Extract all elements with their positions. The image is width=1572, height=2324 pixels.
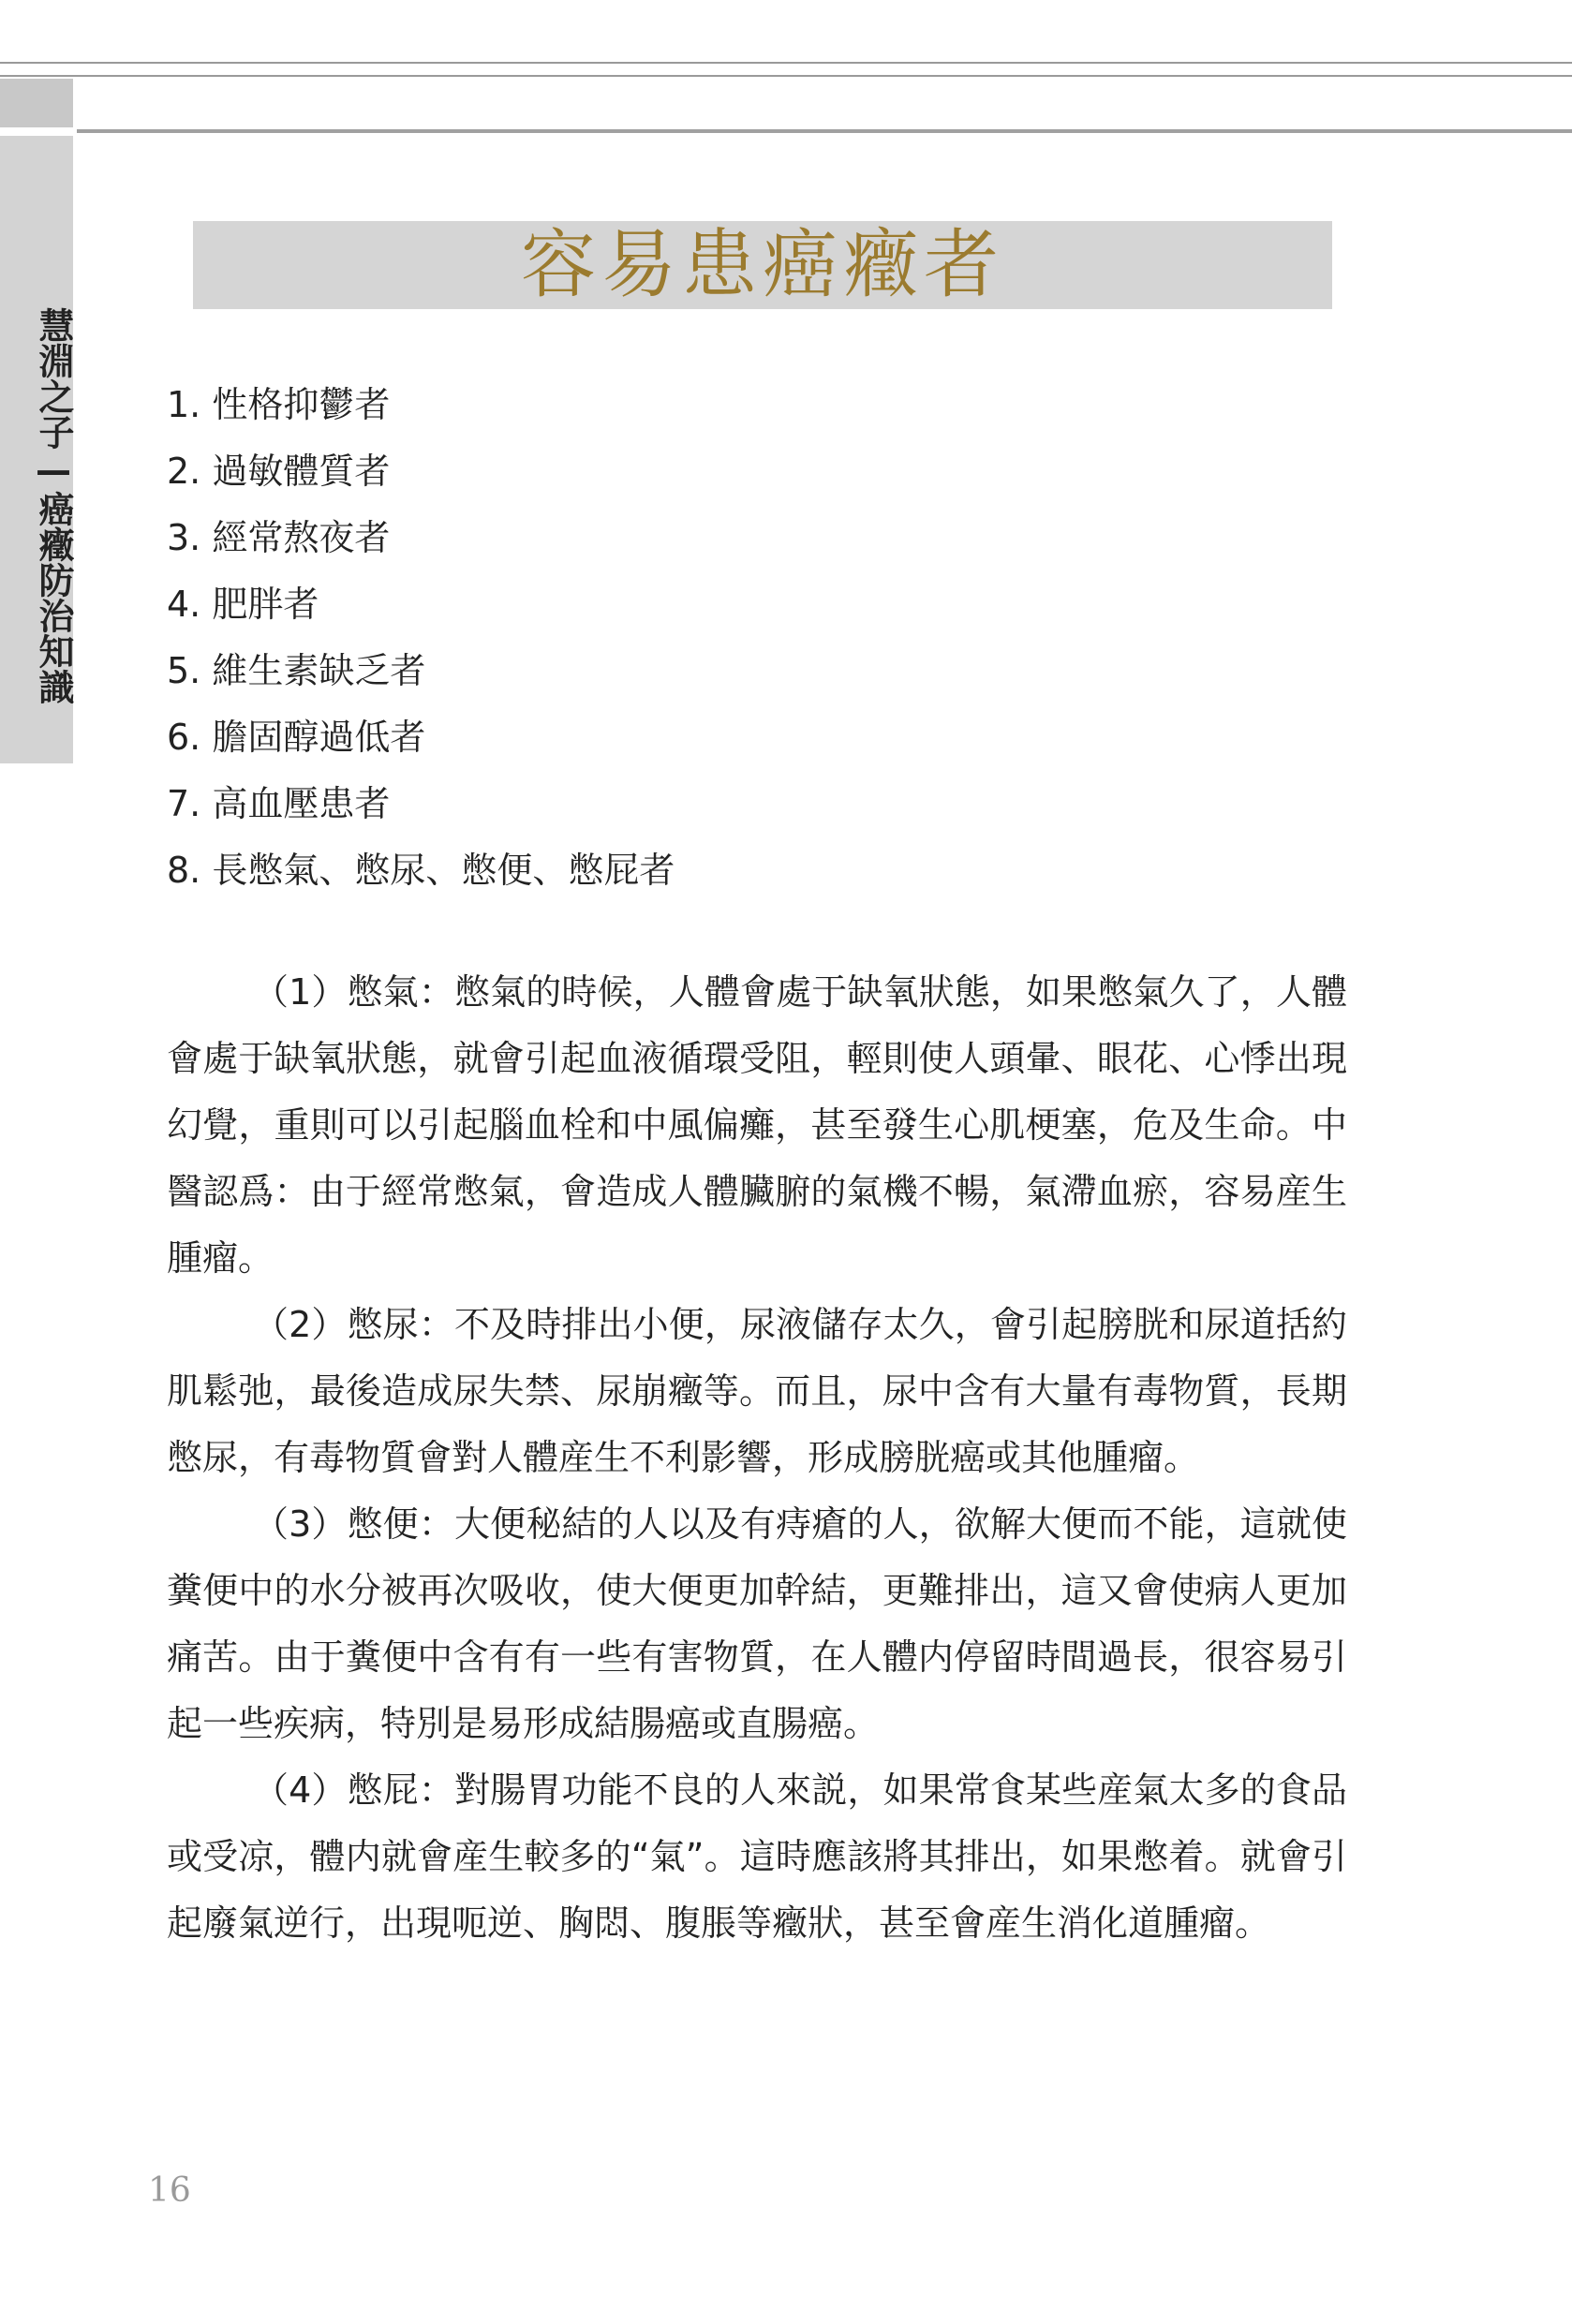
side-tab-label: 慧淵之子—癌癥防治知識: [33, 307, 74, 704]
risk-list: [167, 378, 675, 910]
header-rule-sub: [77, 129, 1572, 133]
list-item: 7. 高血壓患者: [167, 783, 391, 824]
paragraph-holding-urine: （2）憋尿：不及時排出小便，尿液儲存太久，會引起膀胱和尿道括約肌鬆弛，最後造成尿失禁、尿崩癥等。而且，尿中含有大量有毒物質，長期憋尿，有毒物質會對人體産生不利影響，形成膀胱癌或其他腫瘤。: [167, 1304, 1347, 1478]
body-text: [167, 959, 1347, 1957]
list-item: 2. 過敏體質者: [167, 451, 391, 492]
header-rule-second: [0, 75, 1572, 77]
paragraph-holding-gas: （4）憋屁：對腸胃功能不良的人來説，如果常食某些産氣太多的食品或受凉，體内就會産生較多的“氣”。這時應該將其排出，如果憋着。就會引起廢氣逆行，出現呃逆、胸悶、腹脹等癥狀，甚至會産生消化道腫瘤。: [167, 1769, 1347, 1944]
list-item: 3. 經常熬夜者: [167, 517, 391, 558]
page-title: 容易患癌癥者: [521, 221, 1004, 308]
list-item: 4. 肥胖者: [167, 584, 319, 625]
list-item: 8. 長憋氣、憋尿、憋便、憋屁者: [167, 850, 675, 891]
list-item: 1. 性格抑鬱者: [167, 384, 391, 425]
list-item: 6. 膽固醇過低者: [167, 717, 426, 758]
header-rule-top: [0, 62, 1572, 64]
list-item: 5. 維生素缺乏者: [167, 650, 426, 691]
paragraph-holding-breath: （1）憋氣：憋氣的時候，人體會處于缺氧狀態，如果憋氣久了，人體會處于缺氧狀態，就會引起血液循環受阻，輕則使人頭暈、眼花、心悸出現幻覺，重則可以引起腦血栓和中風偏癱，甚至發生心肌梗塞，危及生命。中醫認爲：由于經常憋氣，會造成人體臟腑的氣機不暢，氣滯血瘀，容易産生腫瘤。: [167, 971, 1347, 1279]
paragraph-holding-stool: （3）憋便：大便秘結的人以及有痔瘡的人，欲解大便而不能，這就使糞便中的水分被再次吸收，使大便更加幹結，更難排出，這又會使病人更加痛苦。由于糞便中含有有一些有害物質，在人體内停留時間過長，很容易引起一些疾病，特別是易形成結腸癌或直腸癌。: [167, 1503, 1347, 1744]
header-corner-block: [0, 79, 73, 127]
page-number: 16: [148, 2171, 191, 2210]
